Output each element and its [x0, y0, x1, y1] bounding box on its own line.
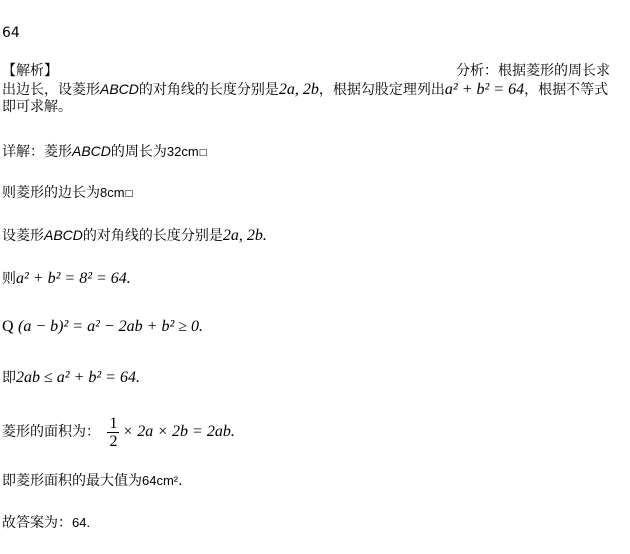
text: 设菱形	[2, 228, 44, 244]
diag-vars: 2a, 2b.	[222, 227, 267, 244]
eq2-line	[2, 318, 203, 336]
side-text: 则菱形的边长为	[2, 185, 100, 201]
final-line	[2, 514, 90, 532]
one-half-fraction	[107, 415, 119, 450]
pythag-eq: a² + b² = 64	[444, 81, 525, 98]
analysis-header	[2, 62, 626, 80]
abcd-label: ABCD	[100, 81, 139, 97]
area-line	[2, 412, 235, 452]
jiexi-tag: 【解析】	[2, 63, 58, 79]
diag-vars: 2a, 2b	[278, 81, 319, 98]
missing-glyph-box: □	[198, 148, 208, 158]
missing-glyph-box: □	[124, 189, 134, 199]
analysis-line-2	[2, 80, 608, 99]
final-value: 64.	[72, 515, 91, 530]
answer-value: 64	[2, 25, 20, 41]
max-value: 64cm²	[142, 473, 179, 488]
text: ，根据不等式	[524, 82, 609, 98]
detail-label: 详解：菱形	[2, 144, 72, 160]
diag-line	[2, 226, 267, 245]
side-line	[2, 184, 133, 203]
text: 出边长，设菱形	[2, 82, 100, 98]
eq1-line	[2, 270, 131, 288]
because-symbol: Q	[2, 318, 14, 335]
abcd-label: ABCD	[44, 227, 83, 243]
eq1-expr: a² + b² = 8² = 64.	[16, 270, 131, 287]
eq3-prefix: 即	[2, 370, 16, 386]
fraction-numerator: 1	[109, 414, 118, 432]
fenxi-label: 分析：根据菱形的周长求	[456, 63, 610, 79]
max-line	[2, 472, 183, 490]
text: 的对角线的长度分别是	[82, 228, 223, 244]
fraction-denominator: 2	[109, 432, 118, 450]
eq2-expr: (a − b)² = a² − 2ab + b² ≥ 0.	[18, 318, 204, 335]
abcd-label: ABCD	[72, 143, 111, 159]
text: ，根据勾股定理列出	[318, 82, 445, 98]
max-text: 即菱形面积的最大值为	[2, 473, 142, 489]
eq3-line	[2, 369, 140, 387]
eq3-expr: 2ab ≤ a² + b² = 64.	[16, 369, 140, 386]
final-label: 故答案为：	[2, 515, 72, 531]
detail-line	[2, 142, 207, 162]
area-expr: × 2a × 2b = 2ab.	[122, 423, 235, 440]
perimeter-text: 的周长为	[110, 144, 167, 160]
area-label: 菱形的面积为：	[2, 424, 100, 440]
perimeter-value: 32cm	[166, 144, 199, 159]
text: 的对角线的长度分别是	[138, 82, 279, 98]
analysis-line-3: 即可求解。	[2, 99, 72, 115]
max-dot: .	[178, 473, 183, 489]
eq1-prefix: 则	[2, 271, 16, 287]
side-value: 8cm	[100, 185, 125, 200]
